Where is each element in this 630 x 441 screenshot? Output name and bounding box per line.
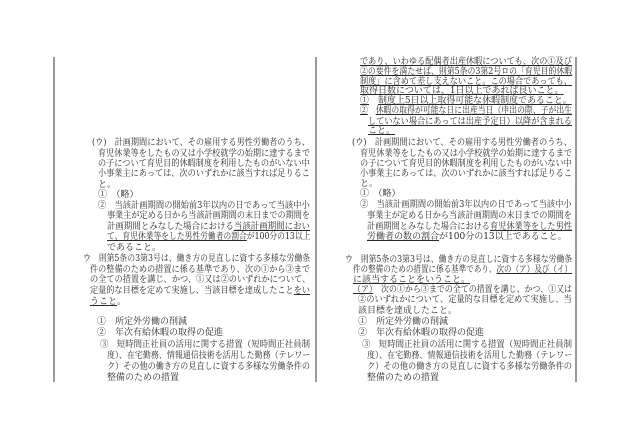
text-segment: ③ 短時間正社員の活用に関する措置（短時間正社員制 bbox=[100, 340, 311, 350]
underlined-revision-text: こと。 bbox=[368, 126, 396, 136]
text-segment: の子について育児目的休暇制度を利用したものがいない中 bbox=[360, 159, 572, 169]
text-segment: が100分の13以上であること。 bbox=[439, 232, 567, 242]
text-segment: ② 年次有給休暇の取得の促進 bbox=[97, 328, 224, 338]
underlined-revision-text: 制度上5日以上取得可能な休暇制度であること。 bbox=[377, 96, 572, 106]
underlined-revision-text: 当該計画期間におい bbox=[233, 222, 311, 232]
text-segment: 件の整備のための措置に係る基準であり、次の①から③まで bbox=[90, 265, 311, 275]
right-column-border bbox=[575, 57, 577, 382]
text-segment: の全ての措置を講じ、かつ、①又は②のいずれかについて、 bbox=[90, 275, 311, 285]
text-segment: ② 当該計画期間の開始前3年以内の日であって当該中小 bbox=[98, 201, 310, 211]
text-segment: 事業主が定める日から当該計画期間の末日までの期間を bbox=[107, 211, 311, 221]
text-line bbox=[98, 168, 310, 180]
text-segment: の子について育児目的休暇制度を利用したものがいない中 bbox=[98, 159, 310, 169]
text-segment: 整備のための措置 bbox=[367, 373, 440, 383]
text-segment: ① 所定外労働の削減 bbox=[358, 317, 449, 327]
text-line bbox=[90, 296, 126, 308]
text-line bbox=[367, 231, 567, 243]
underlined-revision-text: て、育児休業等をした男性労働者の割合 bbox=[107, 232, 247, 242]
left-column-border bbox=[53, 57, 55, 382]
text-segment: ③ 短時間正社員の活用に関する措置（短時間正社員制 bbox=[362, 340, 573, 350]
text-segment: 該目標を達成したこと。 bbox=[358, 306, 458, 316]
underlined-revision-text: 次の（ア）及び（イ） bbox=[496, 265, 573, 275]
text-segment: ① （略） bbox=[360, 189, 401, 199]
text-segment: ① 所定外労働の削減 bbox=[97, 317, 188, 327]
underlined-revision-text: （ア） bbox=[353, 285, 373, 295]
text-segment: 。 bbox=[117, 297, 127, 307]
text-segment: と。 bbox=[98, 180, 117, 190]
underlined-revision-text: ① bbox=[360, 96, 369, 106]
underlined-revision-text: ② bbox=[360, 106, 368, 116]
underlined-revision-text: 労働者の数の割合 bbox=[367, 232, 440, 242]
text-segment: 度）、在宅勤務、情報通信技術を活用した勤務（テレワー bbox=[367, 351, 573, 361]
text-segment: であること。 bbox=[107, 243, 162, 253]
underlined-revision-text: 制度」に含めて差し支えないこと。この場合であっても、 bbox=[360, 77, 572, 87]
text-segment: ウ 則第5条の3第3号は、働き方の見直しに資する多様な労働条 bbox=[345, 255, 573, 265]
text-line bbox=[368, 116, 572, 128]
text-segment: ウ 則第5条の3第3号は、働き方の見直しに資する多様な労働条 bbox=[83, 254, 311, 264]
text-segment bbox=[368, 106, 376, 116]
text-segment: 育児休業等をしたもの又は小学校就学の始期に達するまで bbox=[98, 149, 311, 159]
underlined-revision-text: をい bbox=[293, 286, 311, 296]
text-line bbox=[358, 327, 484, 339]
text-segment: ② 当該計画期間の開始前3年以内の日であって当該中小 bbox=[360, 200, 572, 210]
text-segment: が100分の13以上 bbox=[246, 232, 311, 242]
text-segment: ① （略） bbox=[98, 190, 139, 200]
text-segment: (ウ) 計画期間において、その雇用する男性労働者のうち、 bbox=[92, 138, 310, 148]
text-segment: と。 bbox=[360, 179, 379, 189]
text-line bbox=[107, 372, 179, 384]
underlined-revision-text: 休暇の取得が可能な日に出産当日（申出の際、子が出生 bbox=[375, 106, 573, 116]
text-line bbox=[368, 125, 395, 137]
underlined-revision-text: であり、いわゆる配偶者出産休暇についても、次の①及び bbox=[360, 57, 572, 67]
text-segment: 整備のための措置 bbox=[107, 373, 180, 383]
text-segment: ②のいずれかについて、定量的な目標を定めて実施し、当 bbox=[358, 295, 572, 305]
underlined-revision-text: に該当することをいうこと。 bbox=[353, 275, 471, 285]
text-segment: 計画期間とみなした場合における bbox=[367, 222, 491, 232]
underlined-revision-text: 取得日数については、1日以上であれば良いこと。 bbox=[360, 86, 564, 96]
underlined-revision-text: うこと bbox=[90, 297, 118, 307]
text-segment: 育児休業等をしたもの又は小学校就学の始期に達するまで bbox=[360, 149, 573, 159]
underlined-revision-text: 育児休業等をした男性 bbox=[490, 222, 573, 232]
center-column-divider bbox=[315, 57, 317, 382]
text-segment: ② 年次有給休暇の取得の促進 bbox=[358, 328, 485, 338]
text-segment: 度）、在宅勤務、情報通信技術を活用した勤務（テレワー bbox=[107, 351, 311, 361]
text-segment: ク）その他の働き方の見直しに資する多様な労働条件の bbox=[367, 362, 573, 372]
text-line bbox=[97, 327, 223, 339]
text-segment: (ウ) 計画期間において、その雇用する男性労働者のうち、 bbox=[352, 138, 572, 148]
underlined-revision-text: していない場合にあっては出産予定日）以降が含まれる bbox=[368, 117, 572, 127]
text-segment: 定量的な目標を定めて実施し、当該目標を達成したこと bbox=[90, 286, 294, 296]
text-line bbox=[367, 372, 439, 384]
text-segment: 次の①から③までの全ての措置を講じ、かつ、①又は bbox=[372, 285, 573, 295]
text-segment: 件の整備のための措置に係る基準であり、 bbox=[353, 265, 497, 275]
text-segment: 小事業主にあっては、次のいずれかに該当すれば足りるこ bbox=[360, 169, 572, 179]
text-segment: 事業主が定める日から当該計画期間の末日までの期間を bbox=[367, 211, 573, 221]
text-line bbox=[360, 168, 572, 180]
text-segment: 計画期間とみなした場合における bbox=[107, 222, 234, 232]
text-segment: ク）その他の働き方の見直しに資する多様な労働条件の bbox=[107, 362, 311, 372]
underlined-revision-text: ②の要件を満たせば、則第5条の3第2号ロの「育児目的休暇 bbox=[360, 67, 573, 77]
text-segment: 小事業主にあっては、次のいずれかに該当すれば足りるこ bbox=[98, 169, 310, 179]
